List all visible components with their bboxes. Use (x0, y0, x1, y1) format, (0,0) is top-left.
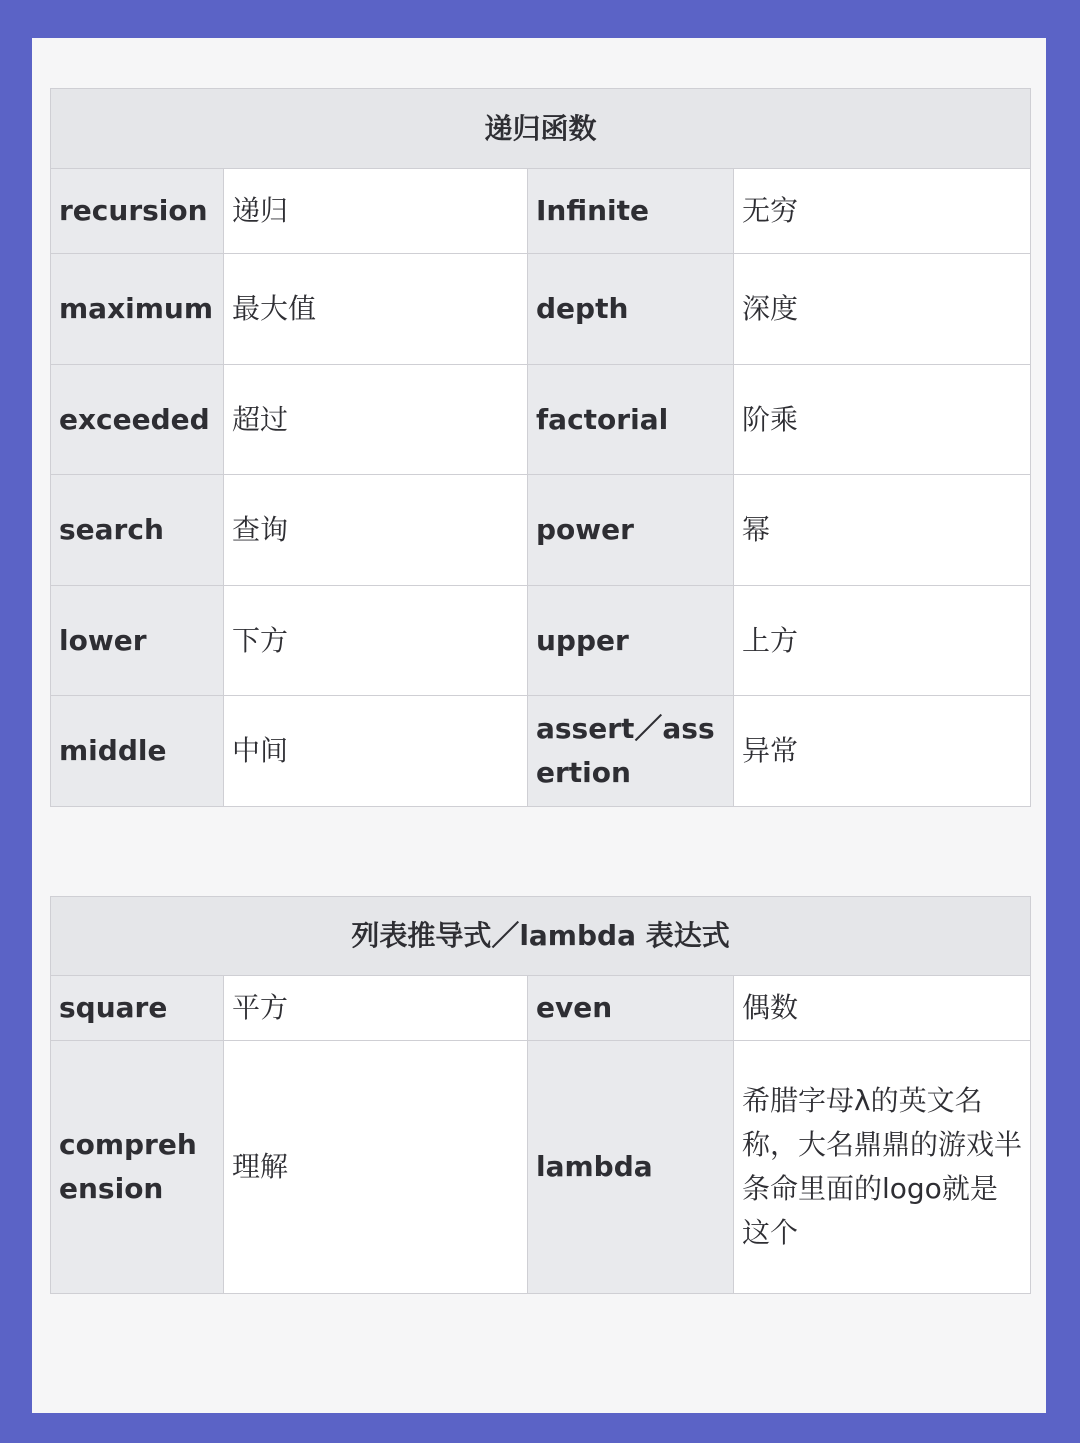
term-en: upper (528, 586, 734, 696)
term-zh: 阶乘 (734, 365, 1031, 475)
term-zh: 中间 (224, 696, 528, 807)
term-en: search (51, 475, 224, 586)
term-en: square (51, 976, 224, 1041)
table-row (51, 475, 1031, 586)
term-zh: 无穷 (734, 169, 1031, 254)
table-header-row (51, 89, 1031, 169)
term-en: comprehension (51, 1041, 224, 1294)
table-row (51, 169, 1031, 254)
term-en: recursion (51, 169, 224, 254)
table-header-row (51, 897, 1031, 976)
term-zh: 递归 (224, 169, 528, 254)
table-row (51, 696, 1031, 807)
term-zh: 希腊字母λ的英文名称，大名鼎鼎的游戏半条命里面的logo就是这个 (734, 1041, 1031, 1294)
term-en: even (528, 976, 734, 1041)
term-en: power (528, 475, 734, 586)
term-zh: 异常 (734, 696, 1031, 807)
table-row (51, 365, 1031, 475)
term-en: factorial (528, 365, 734, 475)
term-zh: 平方 (224, 976, 528, 1041)
table-row (51, 254, 1031, 365)
term-zh: 偶数 (734, 976, 1031, 1041)
recursion-vocab-table (50, 88, 1031, 807)
term-en: depth (528, 254, 734, 365)
term-zh: 幂 (734, 475, 1031, 586)
term-zh: 查询 (224, 475, 528, 586)
term-en: assert／assertion (528, 696, 734, 807)
term-en: exceeded (51, 365, 224, 475)
term-zh: 超过 (224, 365, 528, 475)
term-zh: 深度 (734, 254, 1031, 365)
term-zh: 理解 (224, 1041, 528, 1294)
term-en: Infinite (528, 169, 734, 254)
term-zh: 最大值 (224, 254, 528, 365)
term-en: middle (51, 696, 224, 807)
comprehension-lambda-vocab-table (50, 896, 1031, 1294)
term-zh: 上方 (734, 586, 1031, 696)
table-row (51, 1041, 1031, 1294)
table-row (51, 976, 1031, 1041)
term-zh: 下方 (224, 586, 528, 696)
table-title: 递归函数 (51, 89, 1031, 169)
term-en: lambda (528, 1041, 734, 1294)
table-row (51, 586, 1031, 696)
term-en: lower (51, 586, 224, 696)
table-title: 列表推导式／lambda 表达式 (51, 897, 1031, 976)
term-en: maximum (51, 254, 224, 365)
